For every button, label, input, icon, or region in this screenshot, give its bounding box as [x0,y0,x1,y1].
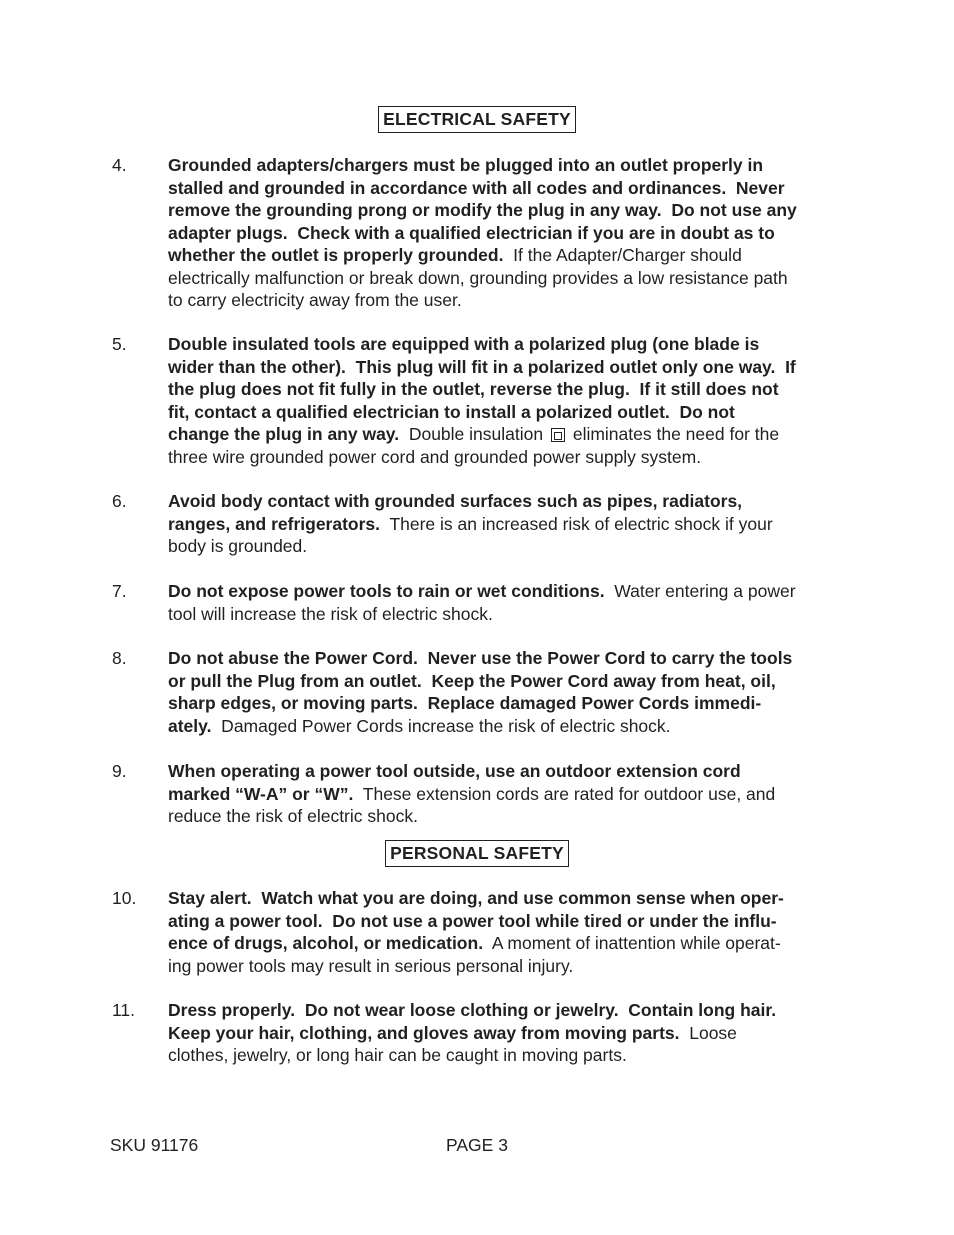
body-text: Loose [679,1022,737,1043]
bold-text: sharp edges, or moving parts. Replace damaged Power Cords immedi- [168,693,762,713]
item-number: 9. [112,761,127,781]
item-text [168,887,844,977]
item-text [168,760,844,828]
text-line [168,244,844,267]
item-number: 8. [112,648,127,668]
bold-text: Avoid body contact with grounded surfaces such as pipes, radiators, [168,491,743,511]
text-line [168,446,844,469]
item-text [168,999,844,1067]
text-line [168,1022,844,1045]
bold-text: Do not expose power tools to rain or wet conditions. [168,581,605,601]
body-text: Double insulation [399,424,548,444]
item-number: 6. [112,491,127,511]
bold-text: stalled and grounded in accordance with all codes and ordinances. Never [168,177,785,198]
bold-text: marked “W-A” or “W”. [168,783,354,804]
bold-text: Grounded adapters/chargers must be plugged into an outlet properly in [168,155,764,175]
bold-text: wider than the other). This plug will fit in a polarized outlet only one way. If [168,356,796,377]
text-line [168,692,844,715]
text-line [168,715,844,738]
bold-text: Dress properly. Do not wear loose clothing or jewelry. Contain long hair. [168,1000,777,1020]
text-line [168,154,844,177]
bold-text: ence of drugs, alcohol, or medication. [168,933,484,953]
section-heading-label: PERSONAL SAFETY [385,840,569,867]
item-text [168,154,844,312]
body-text: There is an increased risk of electric shock if your [380,513,773,534]
text-line [168,333,844,356]
bold-text: Double insulated tools are equipped with a polarized plug (one blade is [168,334,760,354]
text-line [168,289,844,312]
body-text: eliminates the need for the [567,424,780,444]
section-heading-electrical-safety [0,106,954,133]
text-line [168,887,844,910]
text-line [168,760,844,783]
text-line [168,955,844,978]
section-heading-personal-safety [0,840,954,867]
text-line [168,378,844,401]
bold-text: Do not abuse the Power Cord. Never use the Power Cord to carry the tools [168,648,793,668]
item-number: 4. [112,155,127,175]
body-text: Water entering a power [604,581,796,601]
item-text [168,490,844,558]
body-text: three wire grounded power cord and grounded power supply system. [168,446,702,467]
text-line [168,999,844,1022]
item-number: 10. [112,888,137,908]
body-text: to carry electricity away from the user. [168,290,462,310]
text-line [168,580,844,603]
text-line [168,199,844,222]
footer-sku: SKU 91176 [110,1135,199,1155]
text-line [168,932,844,955]
text-line [168,222,844,245]
body-text: tool will increase the risk of electric shock. [168,603,493,624]
item-text [168,580,844,625]
bold-text: ately. [168,715,212,736]
bold-text: remove the grounding prong or modify the plug in any way. Do not use any [168,200,797,220]
text-line [168,647,844,670]
footer-page-number: PAGE 3 [446,1135,508,1155]
text-line [168,356,844,379]
bold-text: ranges, and refrigerators. [168,513,381,534]
body-text: reduce the risk of electric shock. [168,806,418,826]
text-line [168,490,844,513]
body-text: clothes, jewelry, or long hair can be caught in moving parts. [168,1045,627,1065]
bold-text: Keep your hair, clothing, and gloves away from moving parts. [168,1022,680,1043]
body-text: ing power tools may result in serious personal injury. [168,955,574,976]
text-line [168,267,844,290]
bold-text: When operating a power tool outside, use an outdoor extension cord [168,761,741,781]
bold-text: adapter plugs. Check with a qualified electrician if you are in doubt as to [168,222,775,243]
bold-text: fit, contact a qualified electrician to install a polarized outlet. Do not [168,401,735,422]
text-line [168,1044,844,1067]
body-text: electrically malfunction or break down, grounding provides a low resistance path [168,267,788,288]
text-line [168,535,844,558]
body-text: If the Adapter/Charger should [503,245,742,265]
text-line [168,603,844,626]
text-line [168,423,844,446]
body-text: These extension cords are rated for outdoor use, and [353,783,776,804]
text-line [168,805,844,828]
text-line [168,177,844,200]
bold-text: whether the outlet is properly grounded. [168,245,504,265]
bold-text: Stay alert. Watch what you are doing, and use common sense when oper- [168,888,784,908]
item-text [168,647,844,737]
text-line [168,670,844,693]
bold-text: or pull the Plug from an outlet. Keep the Power Cord away from heat, oil, [168,670,776,691]
body-text: A moment of inattention while operat- [483,933,781,953]
item-number: 7. [112,581,127,601]
item-number: 11. [112,1000,136,1020]
text-line [168,783,844,806]
double-insulation-icon [551,428,565,442]
text-line [168,910,844,933]
item-number: 5. [112,334,127,354]
body-text: Damaged Power Cords increase the risk of electric shock. [211,715,671,736]
text-line [168,513,844,536]
section-heading-label: ELECTRICAL SAFETY [378,106,576,133]
bold-text: the plug does not fit fully in the outlet, reverse the plug. If it still does not [168,379,779,399]
item-text [168,333,844,468]
body-text: body is grounded. [168,536,308,556]
bold-text: ating a power tool. Do not use a power tool while tired or under the influ- [168,910,777,931]
bold-text: change the plug in any way. [168,424,400,444]
text-line [168,401,844,424]
